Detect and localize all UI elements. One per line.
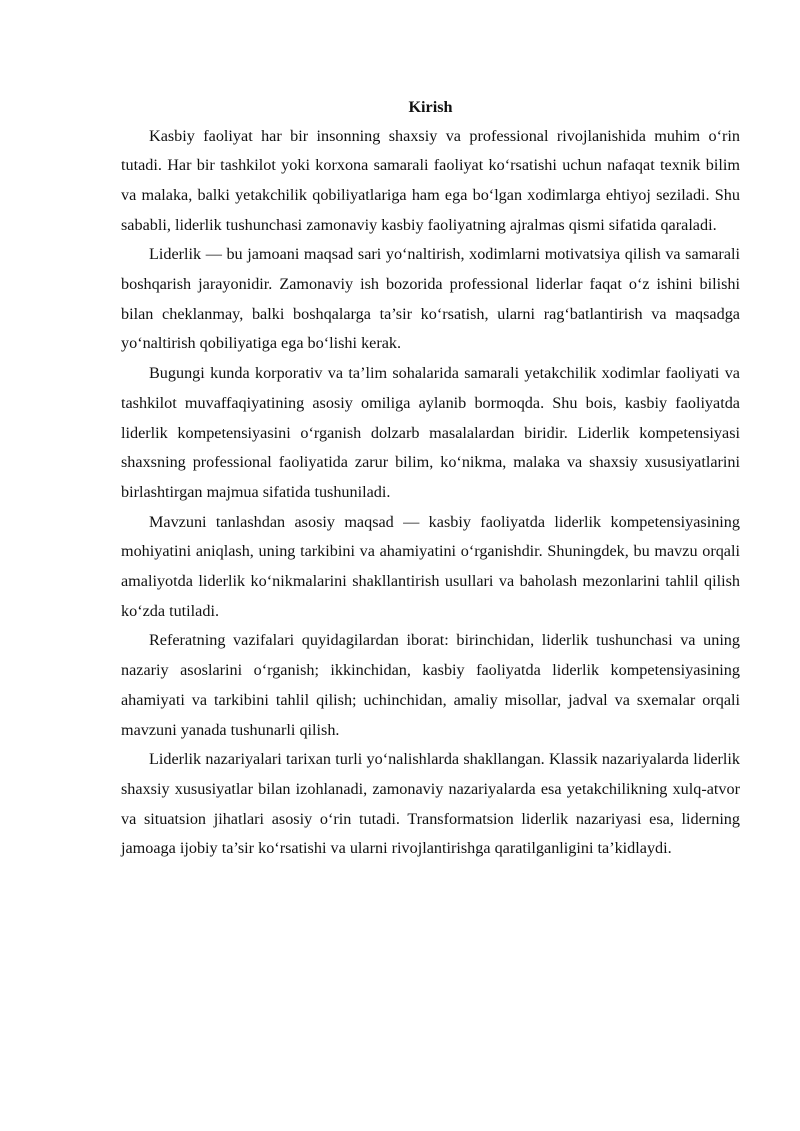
paragraph: Bugungi kunda korporativ va ta’lim sohalarida samarali yetakchilik xodimlar faoliyati va tashkilot muvaffaqiyatining asosiy omiliga aylanib bormoqda. Shu bois, kasbiy faoliyatda liderlik kompetensiyasini o‘rganish dolzarb masalalardan biridir. Liderlik kompetensiyasi shaxsning professional faoliyatida zarur bilim, ko‘nikma, malaka va shaxsiy xususiyatlarini birlashtirgan majmua sifatida tushuniladi. <box>121 364 740 501</box>
paragraph: Referatning vazifalari quyidagilardan iborat: birinchidan, liderlik tushunchasi va uning nazariy asoslarini o‘rganish; ikkinchidan, kasbiy faoliyatda liderlik kompetensiyasining ahamiyati va tarkibini tahlil qilish; uchinchidan, amaliy misollar, jadval va sxemalar orqali mavzuni yanada tushunarli qilish. <box>121 631 740 739</box>
paragraph: Liderlik nazariyalari tarixan turli yo‘nalishlarda shakllangan. Klassik nazariyalarda liderlik shaxsiy xususiyatlar bilan izohlanadi, zamonaviy nazariyalarda esa yetakchilikning xulq-atvor va situatsion jihatlari asosiy o‘rin tutadi. Transformatsion liderlik nazariyasi esa, liderning jamoaga ijobiy ta’sir ko‘rsatishi va ularni rivojlantirishga qaratilganligini ta’kidlaydi. <box>121 750 740 858</box>
paragraph: Mavzuni tanlashdan asosiy maqsad — kasbiy faoliyatda liderlik kompetensiyasining mohiyatini aniqlash, uning tarkibini va ahamiyatini o‘rganishdir. Shuningdek, bu mavzu orqali amaliyotda liderlik ko‘nikmalarini shakllantirish usullari va baholash mezonlarini tahlil qilish ko‘zda tutiladi. <box>121 512 740 620</box>
paragraph: Liderlik — bu jamoani maqsad sari yo‘naltirish, xodimlarni motivatsiya qilish va samarali boshqarish jarayonidir. Zamonaviy ish bozorida professional liderlar faqat o‘z ishini bilishi bilan cheklanmay, balki boshqalarga ta’sir ko‘rsatish, ularni rag‘batlantirish va maqsadga yo‘naltirish qobiliyatiga ega bo‘lishi kerak. <box>121 245 740 353</box>
section-title: Kirish <box>408 98 453 116</box>
document-body <box>121 93 740 864</box>
paragraph: Kasbiy faoliyat har bir insonning shaxsiy va professional rivojlanishida muhim o‘rin tutadi. Har bir tashkilot yoki korxona samarali faoliyat ko‘rsatishi uchun nafaqat texnik bilim va malaka, balki yetakchilik qobiliyatlariga ham ega bo‘lgan xodimlarga ehtiyoj seziladi. Shu sababli, liderlik tushunchasi zamonaviy kasbiy faoliyatning ajralmas qismi sifatida qaraladi. <box>121 126 740 234</box>
